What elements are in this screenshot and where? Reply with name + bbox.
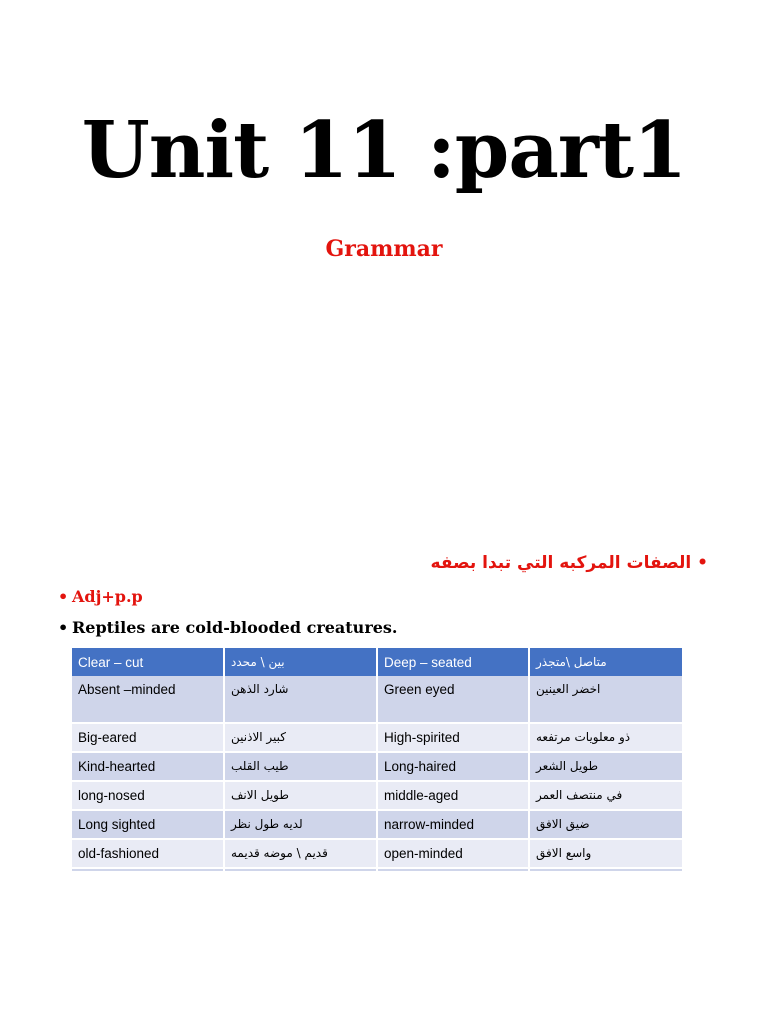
table-row xyxy=(72,781,682,810)
table-cell: واسع الافق xyxy=(529,839,682,868)
table-row xyxy=(72,752,682,781)
table-cell xyxy=(224,868,377,872)
page-title: Unit 11 :part1 xyxy=(81,105,687,196)
table-cell: طويل الشعر xyxy=(529,752,682,781)
example-bullet xyxy=(58,618,398,637)
table-cell: كبير الاذنين xyxy=(224,723,377,752)
table-cell: اخضر العينين xyxy=(529,676,682,723)
table-cell: Big-eared xyxy=(72,723,224,752)
table-cell: قديم \ موضه قديمه xyxy=(224,839,377,868)
bullet-marker: • xyxy=(58,587,69,606)
table-cell: Kind-hearted xyxy=(72,752,224,781)
table-cell: Absent –minded xyxy=(72,676,224,723)
table-cell xyxy=(377,868,529,872)
example-text: Reptiles are cold-blooded creatures. xyxy=(72,618,398,637)
table-cell: ضيق الافق xyxy=(529,810,682,839)
table-row xyxy=(72,810,682,839)
page-subtitle: Grammar xyxy=(325,236,443,262)
table-cell: middle-aged xyxy=(377,781,529,810)
table-cell: طويل الانف xyxy=(224,781,377,810)
table-cell xyxy=(72,868,224,872)
table-row xyxy=(72,839,682,868)
table-cell: ذو معلويات مرتفعه xyxy=(529,723,682,752)
table-cell: Long sighted xyxy=(72,810,224,839)
table-cell: High-spirited xyxy=(377,723,529,752)
table-cell: Green eyed xyxy=(377,676,529,723)
table-header-cell: Deep – seated xyxy=(377,648,529,676)
table-header-cell: Clear – cut xyxy=(72,648,224,676)
table-cell: لديه طول نظر xyxy=(224,810,377,839)
arabic-heading-text: الصفات المركبه التي تبدا بصفه xyxy=(430,553,692,573)
rule-bullet xyxy=(58,587,143,606)
table-cell: طيب القلب xyxy=(224,752,377,781)
table-cell: old-fashioned xyxy=(72,839,224,868)
table-row xyxy=(72,676,682,723)
bullet-marker: • xyxy=(697,553,708,573)
table-cell: Long-haired xyxy=(377,752,529,781)
arabic-heading-bullet xyxy=(431,553,708,573)
table-header-row xyxy=(72,648,682,676)
bullet-marker: • xyxy=(58,618,69,637)
table-cell: في منتصف العمر xyxy=(529,781,682,810)
rule-text: Adj+p.p xyxy=(72,587,143,606)
table-header-cell: متاصل \متجذر xyxy=(529,648,682,676)
table-row xyxy=(72,868,682,872)
compound-adjectives-table xyxy=(72,648,682,873)
table-cell: long-nosed xyxy=(72,781,224,810)
table-cell: open-minded xyxy=(377,839,529,868)
table-cell xyxy=(529,868,682,872)
table-cell: شارد الذهن xyxy=(224,676,377,723)
table-cell: narrow-minded xyxy=(377,810,529,839)
table-row xyxy=(72,723,682,752)
table-header-cell: بين \ محدد xyxy=(224,648,377,676)
